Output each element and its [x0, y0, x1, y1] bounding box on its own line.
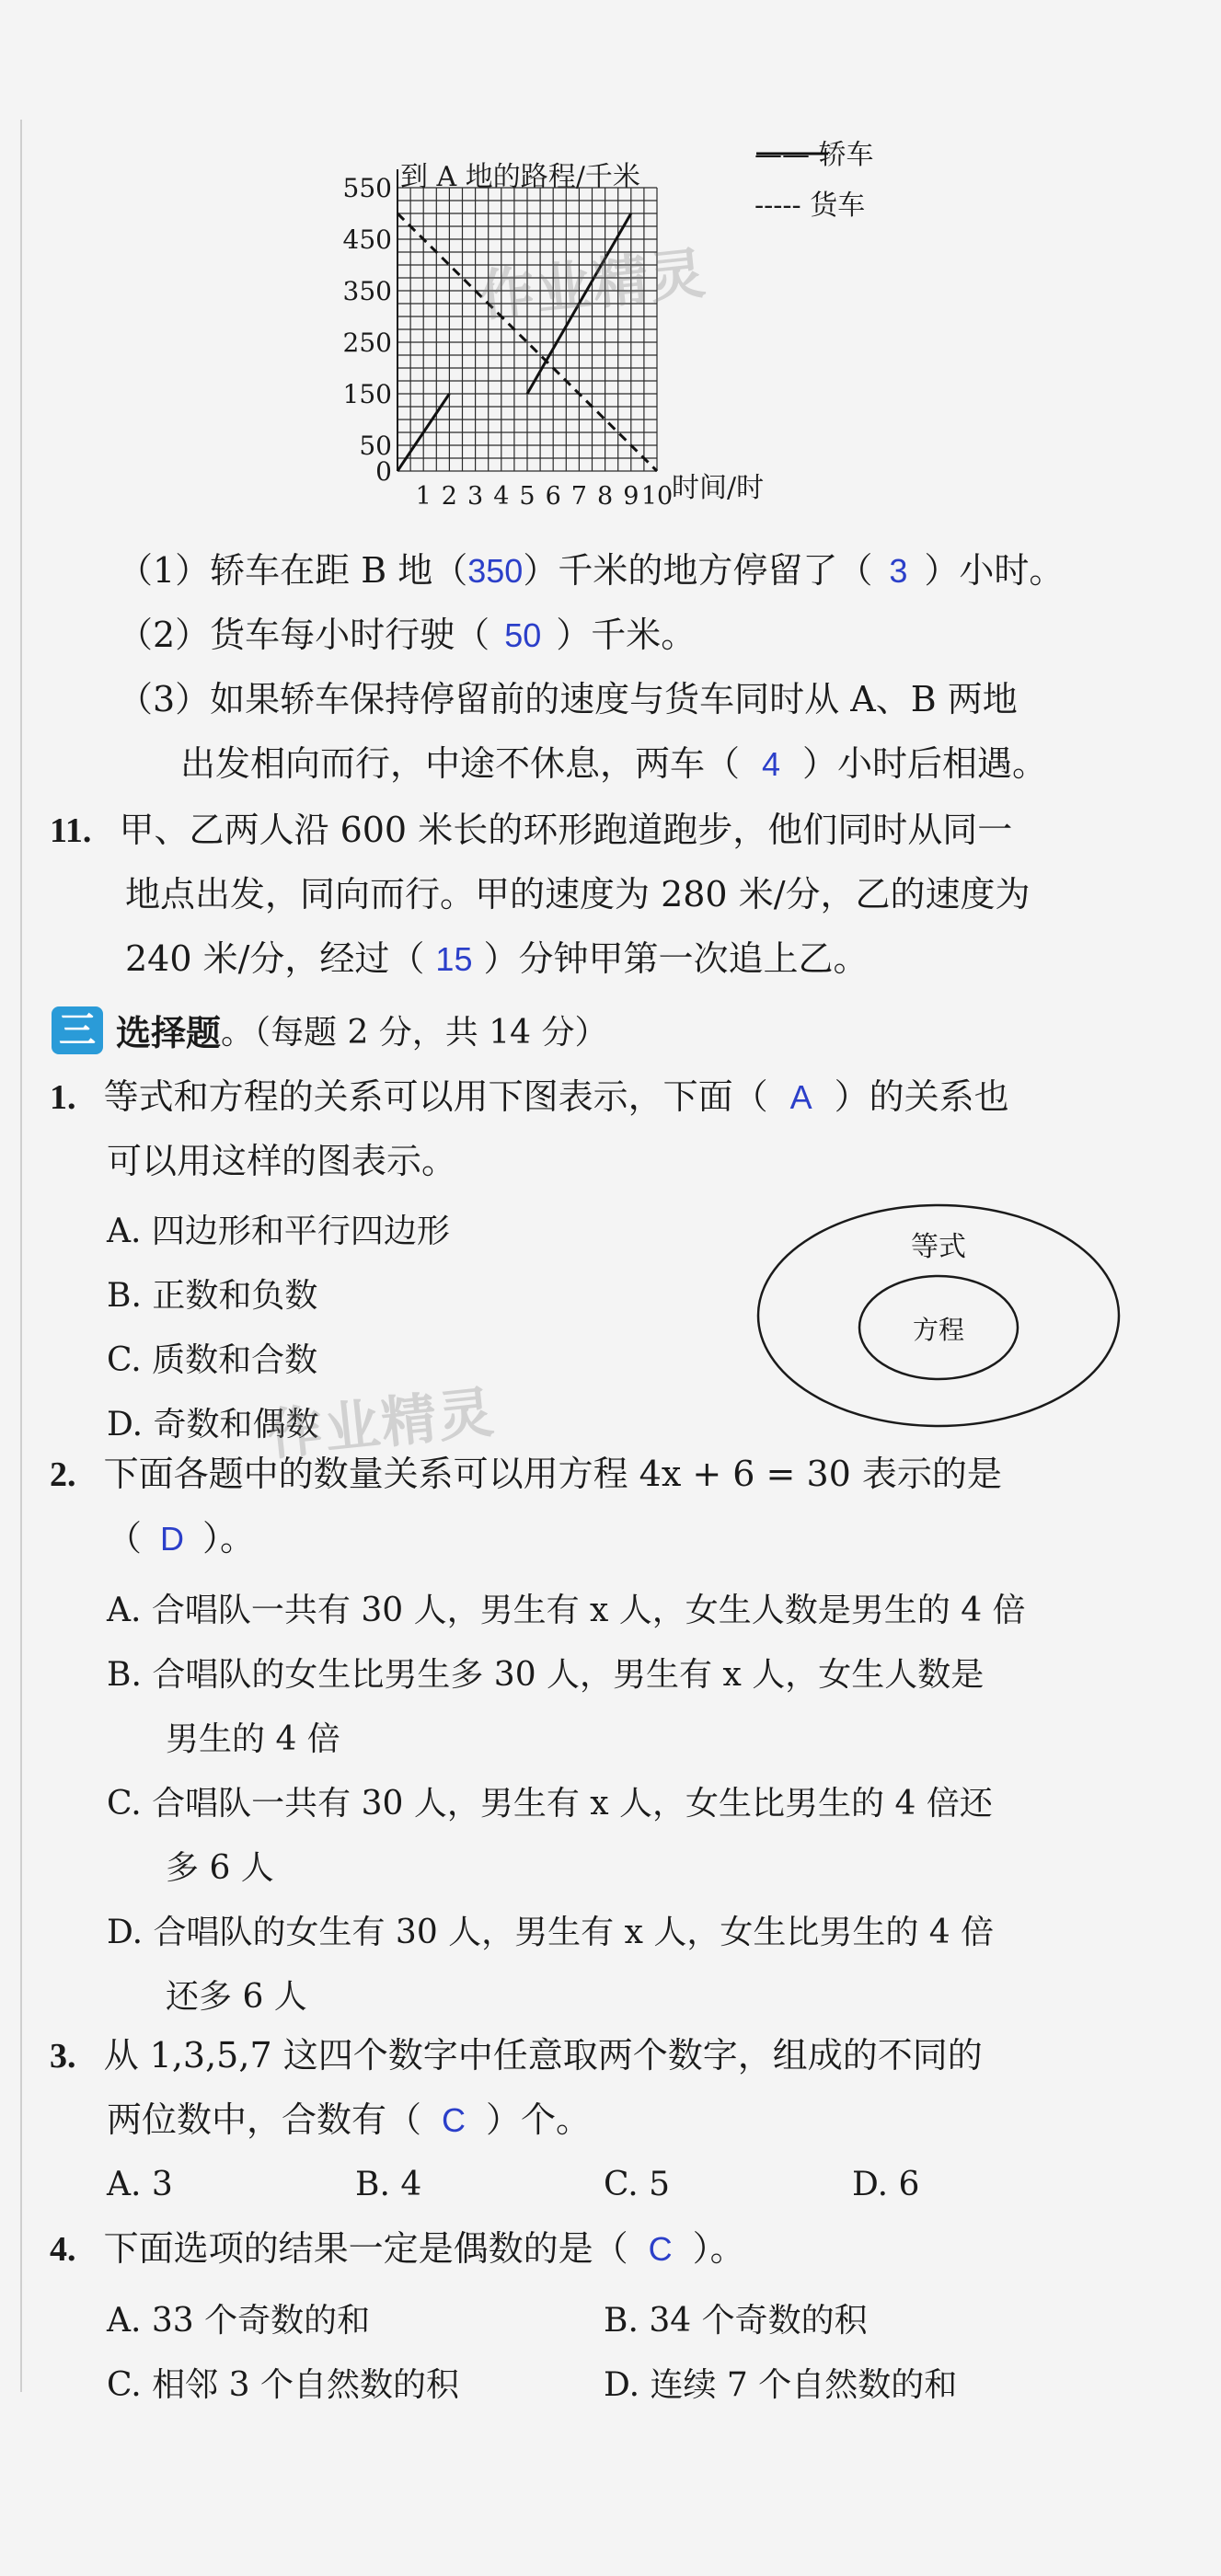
set-relation-diagram	[754, 1201, 1123, 1431]
c1-line1	[50, 1076, 1009, 1120]
c2-option-b-line1: B. 合唱队的女生比男生多 30 人，男生有 x 人，女生人数是	[107, 1656, 985, 1694]
c2-text: 下面各题中的数量关系可以用方程 4x + 6 = 30 表示的是	[103, 1454, 1002, 1494]
q10-part2-text-b: ）千米。	[556, 615, 697, 655]
inner-set-label: 方程	[912, 1315, 965, 1345]
c1-text-b: ）的关系也	[834, 1076, 1009, 1117]
q10-part3-line1: （3）如果轿车保持停留前的速度与货车同时从 A、B 两地	[118, 679, 1018, 719]
chart-legend-car: —— 轿车	[754, 139, 874, 171]
y-tick-label: 0	[375, 456, 392, 487]
c1-text-a: 等式和方程的关系可以用下图表示，下面（	[103, 1076, 768, 1117]
x-tick-label: 6	[545, 482, 561, 511]
c2-line1	[50, 1454, 1002, 1497]
c4-line1	[50, 2228, 745, 2271]
c4-option-a: A. 33 个奇数的和	[107, 2302, 371, 2340]
c2-line2	[107, 1518, 255, 1560]
q10-part1-text-c: ）小时。	[924, 550, 1065, 591]
x-tick-label: 5	[519, 482, 536, 511]
q10-part3-text-b: ）小时后相遇。	[802, 743, 1048, 784]
section-score-note: 。（每题 2 分，共 14 分）	[221, 1014, 608, 1052]
q10-part1-text-b: ）千米的地方停留了（	[523, 550, 873, 591]
x-tick-label: 7	[570, 482, 587, 511]
c2-option-c-line1: C. 合唱队一共有 30 人，男生有 x 人，女生比男生的 4 倍还	[107, 1785, 993, 1823]
c1-number: 1.	[50, 1078, 76, 1117]
c4-text-a: 下面选项的结果一定是偶数的是（	[103, 2228, 628, 2269]
c3-line1	[50, 2035, 983, 2078]
y-tick-label: 50	[359, 431, 392, 461]
q10-part3-text-a: 出发相向而行，中途不休息，两车（	[180, 743, 741, 784]
q11-text-3a: 240 米/分，经过（	[125, 938, 425, 979]
c3-number: 3.	[50, 2037, 76, 2076]
chart-y-axis-label: 到 A 地的路程/千米	[400, 161, 640, 193]
distance-time-chart	[313, 129, 1141, 534]
q10-part2	[118, 615, 696, 657]
c2-answer: D	[160, 1520, 185, 1558]
c4-option-d: D. 连续 7 个自然数的和	[604, 2366, 958, 2404]
x-tick-label: 9	[623, 482, 639, 511]
c2-text-2a: （	[107, 1518, 143, 1558]
c3-text: 从 1,3,5,7 这四个数字中任意取两个数字，组成的不同的	[103, 2035, 983, 2076]
c1-option-b: B. 正数和负数	[107, 1277, 318, 1315]
page-margin-line	[20, 120, 22, 2392]
c3-option-a: A. 3	[107, 2166, 173, 2203]
q11-line2: 地点出发，同向而行。甲的速度为 280 米/分，乙的速度为	[125, 874, 1031, 914]
y-tick-label: 150	[342, 379, 392, 409]
c2-option-d-line2: 还多 6 人	[166, 1978, 307, 2016]
c3-answer: C	[442, 2101, 467, 2139]
c4-answer: C	[648, 2230, 673, 2268]
chart-x-axis-label: 时间/时	[672, 472, 765, 504]
y-tick-label: 550	[342, 173, 392, 203]
q11-number: 11.	[50, 811, 92, 850]
section-title: 选择题	[116, 1013, 222, 1053]
q11-line3	[125, 938, 868, 981]
q10-part1-answer-1: 350	[467, 552, 524, 590]
c4-option-b: B. 34 个奇数的积	[604, 2302, 868, 2340]
y-tick-label: 450	[342, 224, 392, 255]
q10-part1-text-a: （1）轿车在距 B 地（	[118, 550, 468, 591]
chart-legend-truck: ----- 货车	[754, 190, 866, 222]
c3-option-d: D. 6	[852, 2166, 920, 2203]
x-tick-label: 8	[597, 482, 614, 511]
c4-number: 4.	[50, 2230, 76, 2269]
c2-option-d-line1: D. 合唱队的女生有 30 人，男生有 x 人，女生比男生的 4 倍	[107, 1914, 995, 1951]
q10-part3-line2	[180, 743, 1047, 786]
y-tick-label: 350	[342, 276, 392, 306]
c1-option-c: C. 质数和合数	[107, 1341, 318, 1379]
c3-text-2b: ）个。	[486, 2099, 592, 2140]
q11-line1	[50, 810, 1012, 853]
q11-text-3b: ）分钟甲第一次追上乙。	[483, 938, 869, 979]
c2-option-b-line2: 男生的 4 倍	[166, 1720, 340, 1758]
c4-text-b: ）。	[692, 2228, 745, 2269]
q10-part3-answer: 4	[762, 745, 781, 783]
q10-part1-answer-2: 3	[889, 552, 908, 590]
c2-option-c-line2: 多 6 人	[166, 1849, 274, 1887]
section-number-badge: 三	[52, 1006, 103, 1054]
watermark-top: 作业精灵	[476, 241, 710, 329]
c3-text-2a: 两位数中，合数有（	[107, 2099, 422, 2140]
c4-option-c: C. 相邻 3 个自然数的积	[107, 2366, 459, 2404]
c1-answer: A	[789, 1078, 812, 1116]
outer-set-label: 等式	[911, 1231, 966, 1263]
q11-text-1: 甲、乙两人沿 600 米长的环形跑道跑步，他们同时从同一	[119, 810, 1013, 850]
x-tick-label: 4	[493, 482, 510, 511]
c2-text-2b: ）。	[202, 1518, 256, 1558]
q10-part2-answer: 50	[504, 616, 542, 654]
c3-option-c: C. 5	[604, 2166, 671, 2203]
watermark-middle: 作业精灵	[264, 1380, 499, 1468]
c2-option-a: A. 合唱队一共有 30 人，男生有 x 人，女生人数是男生的 4 倍	[107, 1592, 1026, 1629]
section-header	[52, 1005, 608, 1055]
x-tick-label: 2	[441, 482, 457, 511]
x-tick-label: 3	[467, 482, 484, 511]
c3-line2	[107, 2099, 591, 2142]
q11-answer: 15	[435, 940, 473, 978]
c2-number: 2.	[50, 1455, 76, 1494]
q10-part1	[118, 550, 1064, 592]
x-tick-label: 10	[640, 482, 674, 511]
x-tick-label: 1	[415, 482, 432, 511]
c1-line2: 可以用这样的图表示。	[107, 1141, 457, 1181]
c1-option-d: D. 奇数和偶数	[107, 1406, 319, 1443]
y-tick-label: 250	[342, 328, 392, 358]
q10-part2-text-a: （2）货车每小时行驶（	[118, 615, 490, 655]
c1-option-a: A. 四边形和平行四边形	[107, 1213, 450, 1250]
c3-option-b: B. 4	[355, 2166, 422, 2203]
